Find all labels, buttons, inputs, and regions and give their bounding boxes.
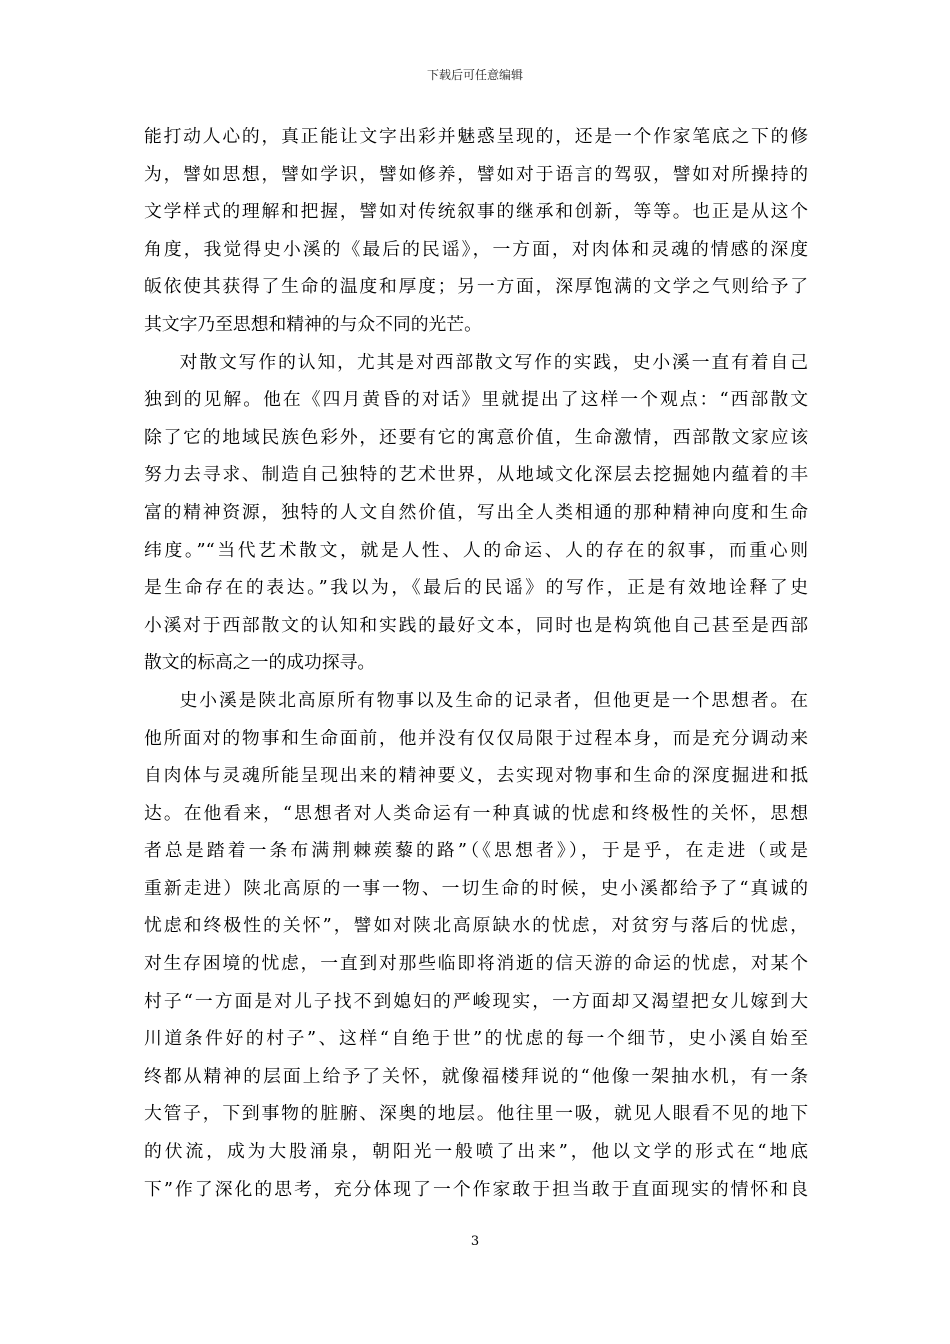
text-line: 对生存困境的忧虑，一直到对那些临即将消逝的信天游的命运的忧虑，对某个 — [144, 953, 808, 975]
text-line: 角度，我觉得史小溪的《最后的民谣》，一方面，对肉体和灵魂的情感的深度 — [144, 238, 808, 260]
text-line: 大管子，下到事物的脏腑、深奥的地层。他往里一吸，就见人眼看不见的地下 — [144, 1103, 808, 1125]
text-line: 纬度。”“当代艺术散文，就是人性、人的命运、人的存在的叙事，而重心则 — [144, 539, 808, 561]
text-line: 文学样式的理解和把握，譬如对传统叙事的继承和创新，等等。也正是从这个 — [144, 201, 808, 223]
text-line: 者总是踏着一条布满荆棘蒺藜的路”（《思想者》），于是乎，在走进（或是 — [144, 840, 808, 862]
text-line: 对散文写作的认知，尤其是对西部散文写作的实践，史小溪一直有着自己 — [179, 351, 808, 373]
text-line: 自肉体与灵魂所能呈现出来的精神要义，去实现对物事和生命的深度掘进和抵 — [144, 765, 808, 787]
text-line: 富的精神资源，独特的人文自然价值，写出全人类相通的那种精神向度和生命 — [144, 501, 808, 523]
body-text — [144, 118, 808, 1208]
text-line: 达。在他看来，“思想者对人类命运有一种真诚的忧虑和终极性的关怀，思想 — [144, 802, 808, 824]
text-line: 是生命存在的表达。”我以为，《最后的民谣》的写作，正是有效地诠释了史 — [144, 577, 808, 599]
text-line: 散文的标高之一的成功探寻。 — [144, 652, 376, 674]
text-line: 忧虑和终极性的关怀”，譬如对陕北高原缺水的忧虑，对贫穷与落后的忧虑， — [144, 915, 808, 937]
paragraph — [144, 682, 808, 1208]
text-line: 史小溪是陕北高原所有物事以及生命的记录者，但他更是一个思想者。在 — [179, 689, 808, 711]
text-line: 村子“一方面是对儿子找不到媳妇的严峻现实，一方面却又渴望把女儿嫁到大 — [144, 990, 808, 1012]
text-line: 除了它的地域民族色彩外，还要有它的寓意价值，生命激情，西部散文家应该 — [144, 426, 808, 448]
paragraph — [144, 344, 808, 682]
text-line: 为，譬如思想，譬如学识，譬如修养，譬如对于语言的驾驭，譬如对所操持的 — [144, 163, 808, 185]
page-number: 3 — [470, 1234, 480, 1249]
text-line: 重新走进）陕北高原的一事一物、一切生命的时候，史小溪都给予了“真诚的 — [144, 877, 808, 899]
page-header: 下载后可任意编辑 — [426, 68, 523, 82]
text-line: 其文字乃至思想和精神的与众不同的光芒。 — [144, 313, 482, 335]
text-line: 川道条件好的村子”、这样“自绝于世”的忧虑的每一个细节，史小溪自始至 — [144, 1028, 808, 1050]
text-line: 他所面对的物事和生命面前，他并没有仅仅局限于过程本身，而是充分调动来 — [144, 727, 808, 749]
paragraph — [144, 118, 808, 344]
text-line: 努力去寻求、制造自己独特的艺术世界，从地域文化深层去挖掘她内蕴着的丰 — [144, 464, 808, 486]
text-line: 独到的见解。他在《四月黄昏的对话》里就提出了这样一个观点：“西部散文 — [144, 389, 808, 411]
text-line: 小溪对于西部散文的认知和实践的最好文本，同时也是构筑他自己甚至是西部 — [144, 614, 808, 636]
text-line: 下”作了深化的思考，充分体现了一个作家敢于担当敢于直面现实的情怀和良 — [144, 1178, 808, 1200]
text-line: 能打动人心的，真正能让文字出彩并魅惑呈现的，还是一个作家笔底之下的修 — [144, 126, 808, 147]
text-line: 皈依使其获得了生命的温度和厚度；另一方面，深厚饱满的文学之气则给予了 — [144, 276, 808, 298]
text-line: 终都从精神的层面上给予了关怀，就像福楼拜说的“他像一架抽水机，有一条 — [144, 1065, 808, 1087]
text-line: 的伏流，成为大股涌泉，朝阳光一般喷了出来”，他以文学的形式在“地底 — [144, 1141, 808, 1163]
